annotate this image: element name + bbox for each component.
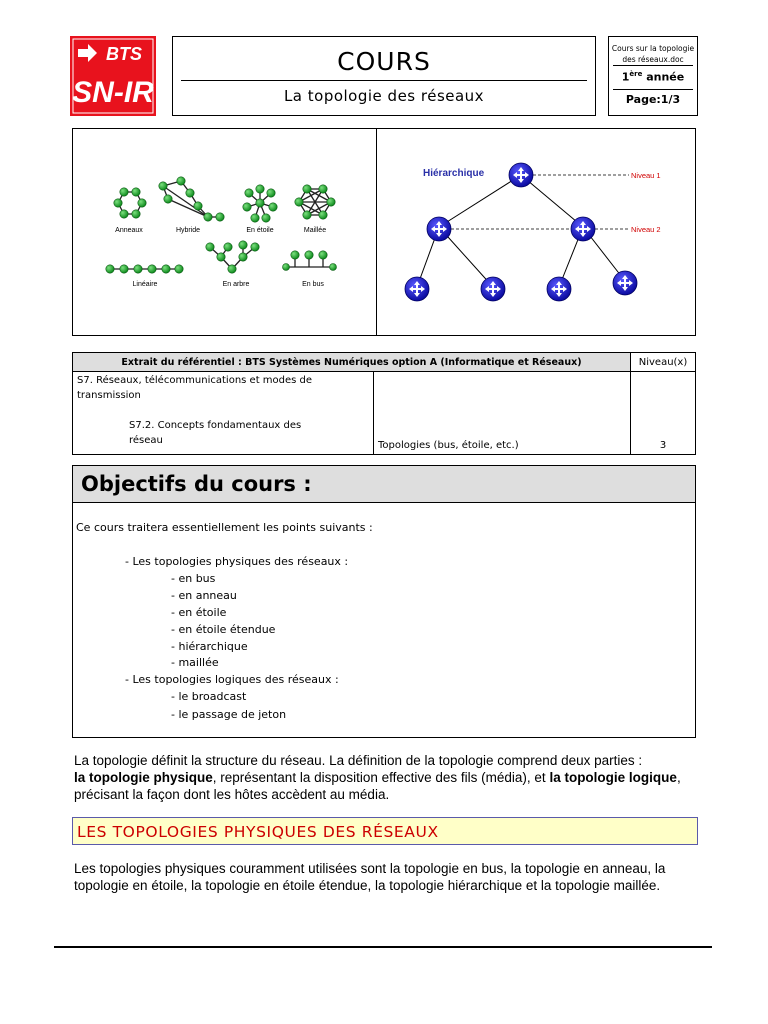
list-item: - en étoile étendue xyxy=(171,623,276,636)
referentiel-table xyxy=(72,352,696,455)
intro-paragraph: La topologie définit la structure du réseau. La définition de la topologie comprend deux parties : la topologie physique, représentant la disposition effective des fils (média), et la topologie logique, précisant la façon dont les hôtes accèdent au média. xyxy=(74,753,681,802)
niveau-2-label: Niveau 2 xyxy=(631,225,661,234)
page-title: COURS xyxy=(337,47,431,76)
section-title: LES TOPOLOGIES PHYSIQUES DES RÉSEAUX xyxy=(77,823,439,841)
label-bus: En bus xyxy=(302,281,324,288)
topologies-cell: Topologies (bus, étoile, etc.) xyxy=(374,372,631,455)
footer-rule xyxy=(54,946,712,948)
label-maillee: Maillée xyxy=(303,227,327,234)
list-item: - en bus xyxy=(171,572,216,585)
page-number: Page:1/3 xyxy=(625,93,681,106)
referentiel-header: Extrait du référentiel : BTS Systèmes Numériques option A (Informatique et Réseaux) xyxy=(73,353,631,372)
niveau-1-label: Niveau 1 xyxy=(631,171,661,180)
niveau-value: 3 xyxy=(631,372,696,455)
meta-box xyxy=(608,36,698,116)
router-icon xyxy=(547,277,571,301)
list-item: - hiérarchique xyxy=(171,640,248,653)
objectifs-intro: Ce cours traitera essentiellement les points suivants : xyxy=(76,521,373,534)
router-icon xyxy=(481,277,505,301)
router-icon xyxy=(613,271,637,295)
section-paragraph: Les topologies physiques couramment utilisées sont la topologie en bus, la topologie en anneau, la topologie en étoile, la topologie en étoile étendue, la topologie hiérarchique et la topologie maillée. xyxy=(74,861,666,893)
s7-cell xyxy=(73,372,374,455)
physiques-heading: - Les topologies physiques des réseaux : xyxy=(125,555,349,568)
label-hybride: Hybride xyxy=(175,227,201,234)
label-anneaux: Anneaux xyxy=(115,227,143,234)
logiques-heading: - Les topologies logiques des réseaux : xyxy=(125,673,339,686)
file-name: Cours sur la topologie des réseaux.doc xyxy=(611,44,695,64)
s72-text: S7.2. Concepts fondamentaux des réseau xyxy=(129,420,302,446)
router-icon xyxy=(427,217,451,241)
objectifs-title: Objectifs du cours : xyxy=(81,472,312,496)
s7-text: S7. Réseaux, télécommunications et modes de transmission xyxy=(77,375,313,401)
niveau-header: Niveau(x) xyxy=(631,353,696,372)
label-lineaire: Linéaire xyxy=(132,281,158,288)
bts-logo xyxy=(70,36,156,116)
topologies-figure xyxy=(73,129,376,335)
label-etoile: En étoile xyxy=(246,227,274,234)
logo-top-text: BTS xyxy=(106,44,142,64)
list-item: - le broadcast xyxy=(171,690,247,703)
router-icon xyxy=(509,163,533,187)
hier-title: Hiérarchique xyxy=(423,168,485,179)
list-item: - maillée xyxy=(171,656,219,669)
objectifs-box xyxy=(72,465,696,738)
logo-bottom-text: SN-IR xyxy=(72,76,154,109)
section-heading-box xyxy=(72,817,698,845)
topology-diagram-box xyxy=(72,128,696,336)
list-item: - en anneau xyxy=(171,589,237,602)
list-item: - en étoile xyxy=(171,606,227,619)
hierarchical-figure xyxy=(377,129,695,335)
router-icon xyxy=(405,277,429,301)
title-box xyxy=(172,36,596,116)
label-arbre: En arbre xyxy=(222,281,250,288)
page-subtitle: La topologie des réseaux xyxy=(283,87,485,105)
list-item: - le passage de jeton xyxy=(171,708,287,721)
router-icon xyxy=(571,217,595,241)
year-label: 1ère année xyxy=(621,70,685,84)
